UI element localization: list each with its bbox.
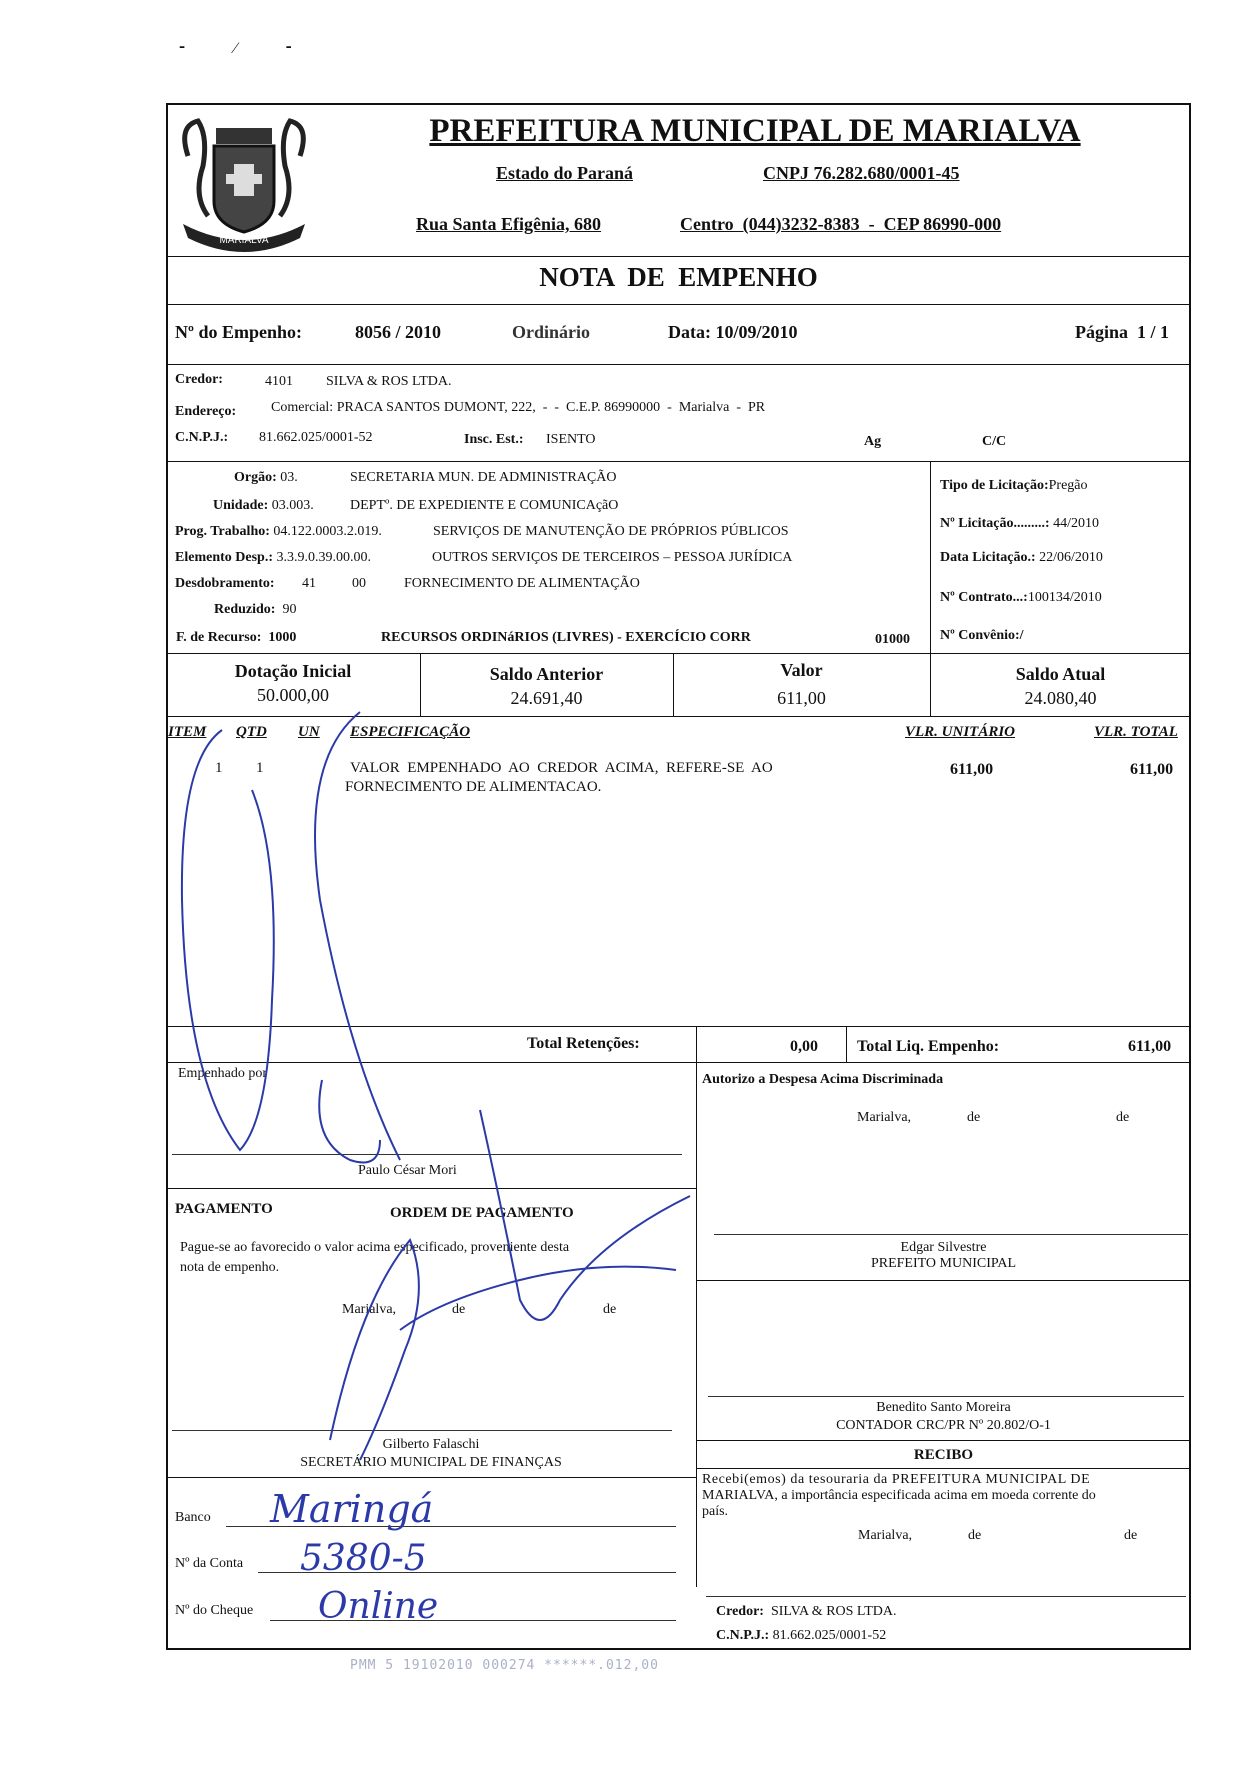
autorizo-de2: de — [1116, 1110, 1130, 1125]
recurso-label: F. de Recurso: — [176, 630, 262, 645]
svg-text:MARIALVA: MARIALVA — [219, 235, 269, 246]
recibo-text-line3: país. — [702, 1504, 729, 1519]
valor-label: Valor — [780, 660, 823, 680]
reduzido-value: 90 — [282, 602, 297, 617]
pen-stroke — [315, 712, 400, 1160]
recibo-de1: de — [968, 1528, 982, 1543]
cheque-handwriting: Online — [318, 1586, 439, 1627]
cnpj-label: CNPJ 76.282.680/0001-45 — [763, 163, 960, 183]
endereco-value: Comercial: PRACA SANTOS DUMONT, 222, - - C.E.P. 86990000 - Marialva - PR — [271, 400, 766, 415]
insc-value: ISENTO — [546, 432, 596, 447]
pagamento-de2: de — [603, 1302, 617, 1317]
conta-handwriting: 5380-5 — [300, 1538, 427, 1579]
item-total-value: 611,00 — [1130, 761, 1174, 778]
item-espec-line1: VALOR EMPENHADO AO CREDOR ACIMA, REFERE-SE AO — [350, 760, 773, 776]
desdobramento-code1: 41 — [302, 576, 316, 591]
orgao-label: Orgão: — [234, 470, 277, 485]
reduzido-label: Reduzido: — [214, 602, 276, 617]
banco-handwriting: Maringá — [270, 1487, 434, 1531]
autorizo-label: Autorizo a Despesa Acima Discriminada — [702, 1072, 944, 1087]
recibo-text-line1: Recebi(emos) da tesouraria da PREFEITURA MUNICIPAL DE — [702, 1472, 1091, 1487]
data-licitacao-value: 22/06/2010 — [1039, 550, 1103, 565]
pagamento-de1: de — [452, 1302, 466, 1317]
col-item: ITEM — [168, 724, 207, 740]
processing-stamp: PMM 5 19102010 000274 ******.012,00 — [350, 1658, 659, 1673]
tipo-licitacao-value: Pregão — [1048, 478, 1088, 493]
unidade-value: DEPTº. DE EXPEDIENTE E COMUNICAçãO — [350, 498, 619, 513]
empenho-type: Ordinário — [512, 322, 591, 342]
page-number: Página 1 / 1 — [1075, 322, 1170, 342]
elemento-label: Elemento Desp.: — [175, 550, 273, 565]
insc-label: Insc. Est.: — [464, 432, 524, 447]
recibo-credor-value: SILVA & ROS LTDA. — [770, 1604, 897, 1619]
recibo-cnpj-label: C.N.P.J.: — [716, 1628, 770, 1643]
contador-role: CONTADOR CRC/PR Nº 20.802/O-1 — [836, 1418, 1051, 1433]
desdobramento-label: Desdobramento: — [175, 576, 275, 591]
col-qtd: QTD — [236, 724, 267, 740]
credor-name: SILVA & ROS LTDA. — [326, 374, 452, 389]
liquido-value: 611,00 — [1128, 1038, 1172, 1055]
elemento-code: 3.3.9.0.39.00.00. — [276, 550, 371, 565]
banco-label: Banco — [175, 1510, 211, 1525]
orgao-code: 03. — [280, 470, 298, 485]
empenho-number-label: Nº do Empenho: — [175, 322, 302, 342]
orgao-value: SECRETARIA MUN. DE ADMINISTRAÇÃO — [350, 470, 617, 485]
item-espec-line2: FORNECIMENTO DE ALIMENTACAO. — [345, 779, 602, 795]
contador-signer: Benedito Santo Moreira — [876, 1400, 1011, 1415]
licitacao-number-label: Nº Licitação.........: — [940, 516, 1050, 531]
ag-label: Ag — [864, 434, 882, 449]
cnpj-field-label: C.N.P.J.: — [175, 430, 229, 445]
desdobramento-code2: 00 — [352, 576, 366, 591]
col-especificacao: ESPECIFICAÇÃO — [350, 724, 471, 740]
pagamento-city: Marialva, — [342, 1302, 397, 1317]
credor-cnpj: 81.662.025/0001-52 — [259, 430, 373, 445]
saldo-anterior-label: Saldo Anterior — [489, 664, 604, 684]
recurso-code: 1000 — [268, 630, 297, 645]
pagamento-label: PAGAMENTO — [175, 1201, 273, 1217]
pagamento-signer: Gilberto Falaschi — [382, 1437, 480, 1452]
dotacao-value: 50.000,00 — [257, 685, 329, 705]
retencoes-value: 0,00 — [790, 1038, 818, 1055]
empenhado-label: Empenhado por — [178, 1066, 268, 1081]
saldo-atual-label: Saldo Atual — [1015, 664, 1106, 684]
state-label: Estado do Paraná — [496, 163, 634, 183]
contrato-label: Nº Contrato...: — [940, 590, 1028, 605]
recibo-label: RECIBO — [913, 1447, 974, 1463]
tipo-licitacao-label: Tipo de Licitação: — [940, 478, 1049, 493]
cheque-label: Nº do Cheque — [175, 1603, 254, 1618]
pagamento-text-line2: nota de empenho. — [180, 1260, 280, 1275]
convenio-label: Nº Convênio:/ — [940, 628, 1024, 643]
empenho-date: Data: 10/09/2010 — [668, 322, 798, 342]
ordem-pagamento-label: ORDEM DE PAGAMENTO — [390, 1205, 574, 1221]
elemento-value: OUTROS SERVIÇOS DE TERCEIROS – PESSOA JURÍDICA — [432, 550, 793, 565]
endereco-label: Endereço: — [175, 404, 237, 419]
saldo-anterior-value: 24.691,40 — [510, 688, 583, 708]
empenhado-signer: Paulo César Mori — [358, 1163, 457, 1178]
pagamento-role: SECRETÁRIO MUNICIPAL DE FINANÇAS — [300, 1455, 562, 1470]
credor-label: Credor: — [175, 372, 223, 387]
desdobramento-value: FORNECIMENTO DE ALIMENTAÇÃO — [404, 576, 640, 591]
recibo-city: Marialva, — [858, 1528, 913, 1543]
contrato-value: 100134/2010 — [1027, 590, 1102, 605]
data-licitacao-label: Data Licitação.: — [940, 550, 1036, 565]
item-number: 1 — [215, 760, 223, 776]
item-unit-value: 611,00 — [950, 761, 994, 778]
recurso-number: 01000 — [875, 632, 910, 647]
credor-code: 4101 — [265, 374, 293, 389]
unidade-label: Unidade: — [213, 498, 269, 513]
page-title: PREFEITURA MUNICIPAL DE MARIALVA — [429, 113, 1081, 149]
saldo-atual-value: 24.080,40 — [1024, 688, 1097, 708]
pen-loop-left — [182, 730, 274, 1150]
cc-label: C/C — [982, 434, 1007, 449]
prog-value: SERVIÇOS DE MANUTENÇÃO DE PRÓPRIOS PÚBLICOS — [433, 524, 789, 539]
col-total-value: VLR. TOTAL — [1094, 724, 1178, 740]
autorizo-signer: Edgar Silvestre — [900, 1240, 987, 1255]
recibo-de2: de — [1124, 1528, 1138, 1543]
pen-stroke — [330, 1240, 419, 1460]
address-label: Rua Santa Efigênia, 680 — [416, 214, 602, 234]
scan-marks: ⁃ ⁄ ⁃ — [178, 40, 315, 57]
recurso-value: RECURSOS ORDINáRIOS (LIVRES) - EXERCÍCIO CORR — [381, 630, 751, 645]
contact-label: Centro (044)3232-8383 - CEP 86990-000 — [680, 214, 1002, 234]
recibo-text-line2: MARIALVA, a importância especificada acima em moeda corrente do — [702, 1488, 1096, 1503]
liquido-label: Total Liq. Empenho: — [857, 1038, 1000, 1055]
empenho-number: 8056 / 2010 — [355, 322, 442, 342]
recibo-credor-label: Credor: — [716, 1604, 764, 1619]
item-qtd: 1 — [256, 760, 264, 776]
pen-stroke — [480, 1110, 690, 1320]
conta-label: Nº da Conta — [175, 1556, 244, 1571]
autorizo-city: Marialva, — [857, 1110, 912, 1125]
col-unit-value: VLR. UNITÁRIO — [905, 724, 1016, 740]
prog-code: 04.122.0003.2.019. — [273, 524, 382, 539]
col-un: UN — [298, 724, 320, 740]
licitacao-number-value: 44/2010 — [1053, 516, 1099, 531]
autorizo-de1: de — [967, 1110, 981, 1125]
prog-label: Prog. Trabalho: — [175, 524, 270, 539]
unidade-code: 03.003. — [271, 498, 314, 513]
autorizo-role: PREFEITO MUNICIPAL — [870, 1256, 1017, 1271]
document-type-title: NOTA DE EMPENHO — [539, 262, 818, 292]
dotacao-label: Dotação Inicial — [234, 661, 352, 681]
recibo-cnpj-value: 81.662.025/0001-52 — [772, 1628, 887, 1643]
retencoes-label: Total Retenções: — [527, 1035, 640, 1052]
valor-value: 611,00 — [777, 688, 826, 708]
pagamento-text-line1: Pague-se ao favorecido o valor acima especificado, proveniente desta — [180, 1240, 570, 1255]
